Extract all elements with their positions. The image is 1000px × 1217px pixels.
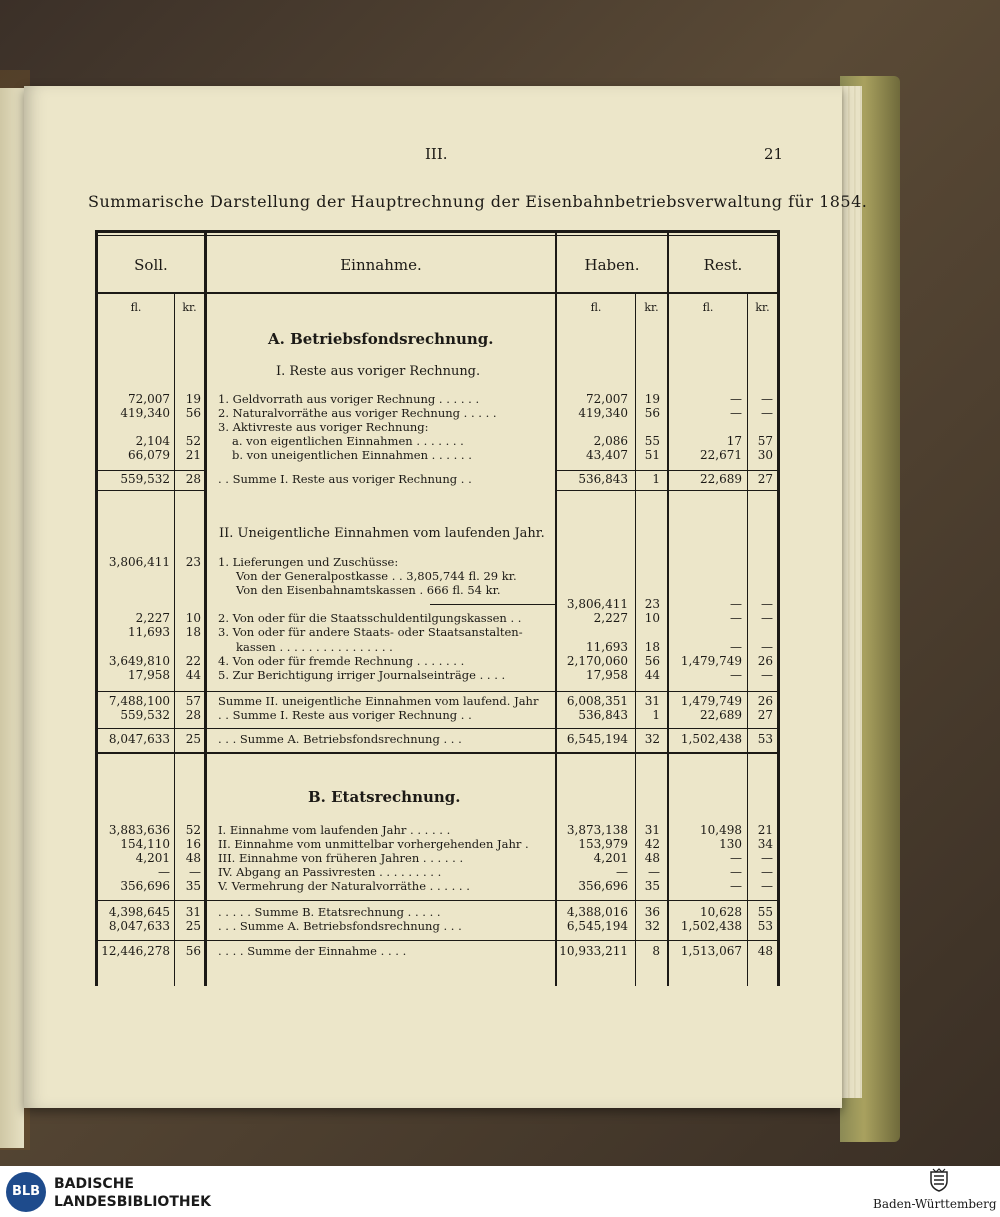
cell-description: . . . Summe A. Betriebsfondsrechnung . . . — [218, 732, 462, 746]
cell-haben-kr: 19 — [644, 392, 660, 406]
cell-haben-fl: 6,545,194 — [566, 732, 628, 746]
cell-rest-fl: 130 — [719, 837, 742, 851]
cell-haben-fl: 2,086 — [593, 434, 628, 448]
cell-rest-fl: 1,502,438 — [680, 919, 742, 933]
cell-rest-kr: 21 — [757, 823, 773, 837]
cell-description: 1. Lieferungen und Zuschüsse: — [218, 555, 399, 569]
cell-soll-fl: 4,398,645 — [108, 905, 170, 919]
cell-haben-kr: 31 — [644, 823, 660, 837]
cell-description: Summe II. uneigentliche Einnahmen vom laufend. Jahr — [218, 694, 539, 708]
page-header: III. — [425, 145, 448, 163]
coat-of-arms-icon — [928, 1168, 950, 1192]
unit-haben-fl: fl. — [590, 301, 602, 314]
cell-haben-fl: 536,843 — [578, 708, 628, 722]
subsection-a2-heading: II. Uneigentliche Einnahmen vom laufenden Jahr. — [219, 526, 545, 541]
cell-soll-kr: 25 — [185, 732, 201, 746]
cell-haben-kr: 44 — [644, 668, 660, 682]
cell-description: 1. Geldvorrath aus voriger Rechnung . . . . . . — [218, 392, 480, 406]
cell-haben-fl: 4,201 — [593, 851, 628, 865]
cell-rest-kr: — — [761, 879, 773, 893]
cell-soll-kr: 28 — [185, 708, 201, 722]
cell-rest-kr: — — [761, 851, 773, 865]
cell-rest-fl: — — [730, 406, 742, 420]
cell-rest-kr: — — [761, 865, 773, 879]
cell-soll-fl: 2,104 — [135, 434, 170, 448]
cell-rest-fl: 17 — [726, 434, 742, 448]
cell-rest-fl: 1,502,438 — [680, 732, 742, 746]
cell-soll-kr: 23 — [185, 555, 201, 569]
cell-soll-fl: 559,532 — [120, 708, 170, 722]
cell-haben-fl: 419,340 — [578, 406, 628, 420]
cell-rest-kr: — — [761, 611, 773, 625]
cell-soll-kr: 57 — [185, 694, 201, 708]
cell-description: IV. Abgang an Passivresten . . . . . . . . . — [218, 865, 442, 879]
cell-soll-kr: 10 — [185, 611, 201, 625]
cell-rest-fl: 1,513,067 — [680, 944, 742, 958]
cell-soll-kr: 44 — [185, 668, 201, 682]
cell-soll-fl: 3,649,810 — [108, 654, 170, 668]
cell-rest-kr: 53 — [757, 732, 773, 746]
cell-soll-fl: — — [158, 865, 170, 879]
cell-soll-kr: 52 — [185, 823, 201, 837]
cell-description: Von der Generalpostkasse . . 3,805,744 fl. 29 kr. — [236, 569, 517, 583]
cell-soll-fl: 17,958 — [128, 668, 170, 682]
cell-rest-kr: — — [761, 597, 773, 611]
cell-haben-fl: 2,170,060 — [566, 654, 628, 668]
subsection-a1-heading: I. Reste aus voriger Rechnung. — [276, 364, 481, 379]
previous-page-edge — [0, 88, 24, 1148]
cell-soll-kr: 35 — [185, 879, 201, 893]
cell-soll-fl: 559,532 — [120, 472, 170, 486]
cell-rest-kr: 30 — [757, 448, 773, 462]
unit-haben-kr: kr. — [644, 301, 659, 314]
cell-description: II. Einnahme vom unmittelbar vorhergehenden Jahr . — [218, 837, 529, 851]
cell-rest-fl: — — [730, 611, 742, 625]
cell-soll-fl: 419,340 — [120, 406, 170, 420]
cell-haben-kr: 1 — [652, 472, 660, 486]
cell-soll-kr: 16 — [185, 837, 201, 851]
cell-haben-kr: 35 — [644, 879, 660, 893]
unit-soll-kr: kr. — [182, 301, 197, 314]
header-soll: Soll. — [134, 256, 168, 274]
cell-rest-kr: 53 — [757, 919, 773, 933]
header-rest: Rest. — [703, 256, 743, 274]
section-b-heading: B. Etatsrechnung. — [308, 788, 461, 806]
cell-rest-fl: — — [730, 640, 742, 654]
cell-haben-kr: 23 — [644, 597, 660, 611]
cell-description: b. von uneigentlichen Einnahmen . . . . . . — [232, 448, 472, 462]
cell-haben-fl: 3,873,138 — [566, 823, 628, 837]
cell-rest-fl: — — [730, 865, 742, 879]
cell-description: 3. Von oder für andere Staats- oder Staatsanstalten- — [218, 625, 523, 639]
cell-soll-fl: 66,079 — [128, 448, 170, 462]
header-haben: Haben. — [584, 256, 640, 274]
cell-rest-fl: 1,479,749 — [680, 654, 742, 668]
cell-haben-fl: 11,693 — [586, 640, 628, 654]
cell-soll-kr: 28 — [185, 472, 201, 486]
cell-description: 4. Von oder für fremde Rechnung . . . . . . . — [218, 654, 465, 668]
cell-haben-fl: 72,007 — [586, 392, 628, 406]
header-einnahme: Einnahme. — [340, 256, 422, 274]
cell-description: . . . Summe A. Betriebsfondsrechnung . . . — [218, 919, 462, 933]
cell-haben-kr: 48 — [644, 851, 660, 865]
library-name-line2: LANDESBIBLIOTHEK — [54, 1194, 212, 1210]
cell-rest-fl: — — [730, 392, 742, 406]
cell-rest-kr: — — [761, 668, 773, 682]
cell-haben-kr: 18 — [644, 640, 660, 654]
cell-haben-fl: 2,227 — [593, 611, 628, 625]
cell-haben-kr: 31 — [644, 694, 660, 708]
cell-haben-kr: 10 — [644, 611, 660, 625]
cell-description: I. Einnahme vom laufenden Jahr . . . . . . — [218, 823, 451, 837]
cell-soll-kr: 22 — [185, 654, 201, 668]
cell-description: III. Einnahme von früheren Jahren . . . . . . — [218, 851, 464, 865]
cell-rest-fl: 22,671 — [700, 448, 742, 462]
cell-haben-kr: — — [648, 865, 660, 879]
cell-soll-kr: 25 — [185, 919, 201, 933]
cell-soll-fl: 2,227 — [135, 611, 170, 625]
cell-haben-kr: 1 — [652, 708, 660, 722]
cell-haben-kr: 42 — [644, 837, 660, 851]
cell-haben-fl: 6,008,351 — [566, 694, 628, 708]
cell-soll-fl: 8,047,633 — [108, 919, 170, 933]
cell-haben-kr: 32 — [644, 919, 660, 933]
cell-soll-kr: 18 — [185, 625, 201, 639]
cell-soll-fl: 12,446,278 — [101, 944, 170, 958]
cell-soll-fl: 3,883,636 — [108, 823, 170, 837]
cell-soll-fl: 8,047,633 — [108, 732, 170, 746]
cell-haben-fl: 17,958 — [586, 668, 628, 682]
cell-soll-kr: 31 — [185, 905, 201, 919]
state-name: Baden-Württemberg — [873, 1197, 997, 1211]
page-number: 21 — [764, 145, 784, 163]
cell-rest-kr: 26 — [757, 654, 773, 668]
cell-haben-fl: — — [616, 865, 628, 879]
cell-soll-kr: 52 — [185, 434, 201, 448]
cell-rest-fl: 1,479,749 — [680, 694, 742, 708]
cell-haben-fl: 356,696 — [578, 879, 628, 893]
cell-rest-kr: — — [761, 392, 773, 406]
cell-rest-kr: 26 — [757, 694, 773, 708]
cell-haben-fl: 4,388,016 — [566, 905, 628, 919]
cell-haben-kr: 56 — [644, 406, 660, 420]
cell-rest-kr: — — [761, 640, 773, 654]
unit-rest-kr: kr. — [755, 301, 770, 314]
cell-soll-kr: 21 — [185, 448, 201, 462]
cell-soll-kr: 48 — [185, 851, 201, 865]
cell-rest-kr: 57 — [757, 434, 773, 448]
cell-description: . . . . Summe der Einnahme . . . . — [218, 944, 407, 958]
cell-haben-kr: 36 — [644, 905, 660, 919]
cell-rest-fl: 10,628 — [700, 905, 742, 919]
cell-rest-fl: — — [730, 879, 742, 893]
cell-rest-kr: 27 — [757, 708, 773, 722]
cell-haben-kr: 32 — [644, 732, 660, 746]
cell-rest-kr: 48 — [757, 944, 773, 958]
cell-rest-kr: 34 — [757, 837, 773, 851]
cell-description: 2. Von oder für die Staatsschuldentilgungskassen . . — [218, 611, 522, 625]
cell-soll-kr: 56 — [185, 944, 201, 958]
cell-soll-kr: 56 — [185, 406, 201, 420]
cell-haben-kr: 55 — [644, 434, 660, 448]
blb-logo[interactable]: BLB — [6, 1172, 46, 1212]
cell-soll-fl: 3,806,411 — [108, 555, 170, 569]
cell-soll-fl: 11,693 — [128, 625, 170, 639]
cell-rest-fl: — — [730, 597, 742, 611]
cell-description: 5. Zur Berichtigung irriger Journalseinträge . . . . — [218, 668, 506, 682]
cell-rest-kr: 55 — [757, 905, 773, 919]
cell-description: Von den Eisenbahnamtskassen . 666 fl. 54 kr. — [236, 583, 501, 597]
cell-haben-fl: 6,545,194 — [566, 919, 628, 933]
cell-haben-fl: 153,979 — [578, 837, 628, 851]
cell-haben-fl: 10,933,211 — [559, 944, 628, 958]
cell-haben-kr: 56 — [644, 654, 660, 668]
cell-description: . . Summe I. Reste aus voriger Rechnung . . — [218, 708, 472, 722]
cell-description: 3. Aktivreste aus voriger Rechnung: — [218, 420, 429, 434]
cell-description: . . Summe I. Reste aus voriger Rechnung . . — [218, 472, 472, 486]
cell-description: 2. Naturalvorräthe aus voriger Rechnung . . . . . — [218, 406, 497, 420]
cell-rest-kr: 27 — [757, 472, 773, 486]
cell-description: kassen . . . . . . . . . . . . . . . . — [236, 640, 393, 654]
document-title: Summarische Darstellung der Hauptrechnung der Eisenbahnbetriebsverwaltung für 1854. — [88, 192, 868, 211]
cell-rest-fl: — — [730, 668, 742, 682]
cell-soll-fl: 154,110 — [120, 837, 170, 851]
cell-rest-fl: 22,689 — [700, 708, 742, 722]
cell-soll-fl: 356,696 — [120, 879, 170, 893]
section-a-heading: A. Betriebsfondsrechnung. — [268, 330, 494, 348]
cell-haben-fl: 536,843 — [578, 472, 628, 486]
cell-haben-fl: 3,806,411 — [566, 597, 628, 611]
unit-soll-fl: fl. — [130, 301, 142, 314]
cell-haben-fl: 43,407 — [586, 448, 628, 462]
cell-description: a. von eigentlichen Einnahmen . . . . . . . — [232, 434, 464, 448]
cell-description: . . . . . Summe B. Etatsrechnung . . . . . — [218, 905, 441, 919]
cell-haben-kr: 51 — [644, 448, 660, 462]
cell-soll-fl: 72,007 — [128, 392, 170, 406]
cell-soll-kr: — — [189, 865, 201, 879]
cell-description: V. Vermehrung der Naturalvorräthe . . . . . . — [218, 879, 470, 893]
cell-soll-kr: 19 — [185, 392, 201, 406]
unit-rest-fl: fl. — [702, 301, 714, 314]
library-name-line1: BADISCHE — [54, 1176, 134, 1192]
cell-rest-fl: 22,689 — [700, 472, 742, 486]
cell-rest-fl: — — [730, 851, 742, 865]
cell-soll-fl: 7,488,100 — [108, 694, 170, 708]
cell-haben-kr: 8 — [652, 944, 660, 958]
cell-soll-fl: 4,201 — [135, 851, 170, 865]
cell-rest-fl: 10,498 — [700, 823, 742, 837]
cell-rest-kr: — — [761, 406, 773, 420]
